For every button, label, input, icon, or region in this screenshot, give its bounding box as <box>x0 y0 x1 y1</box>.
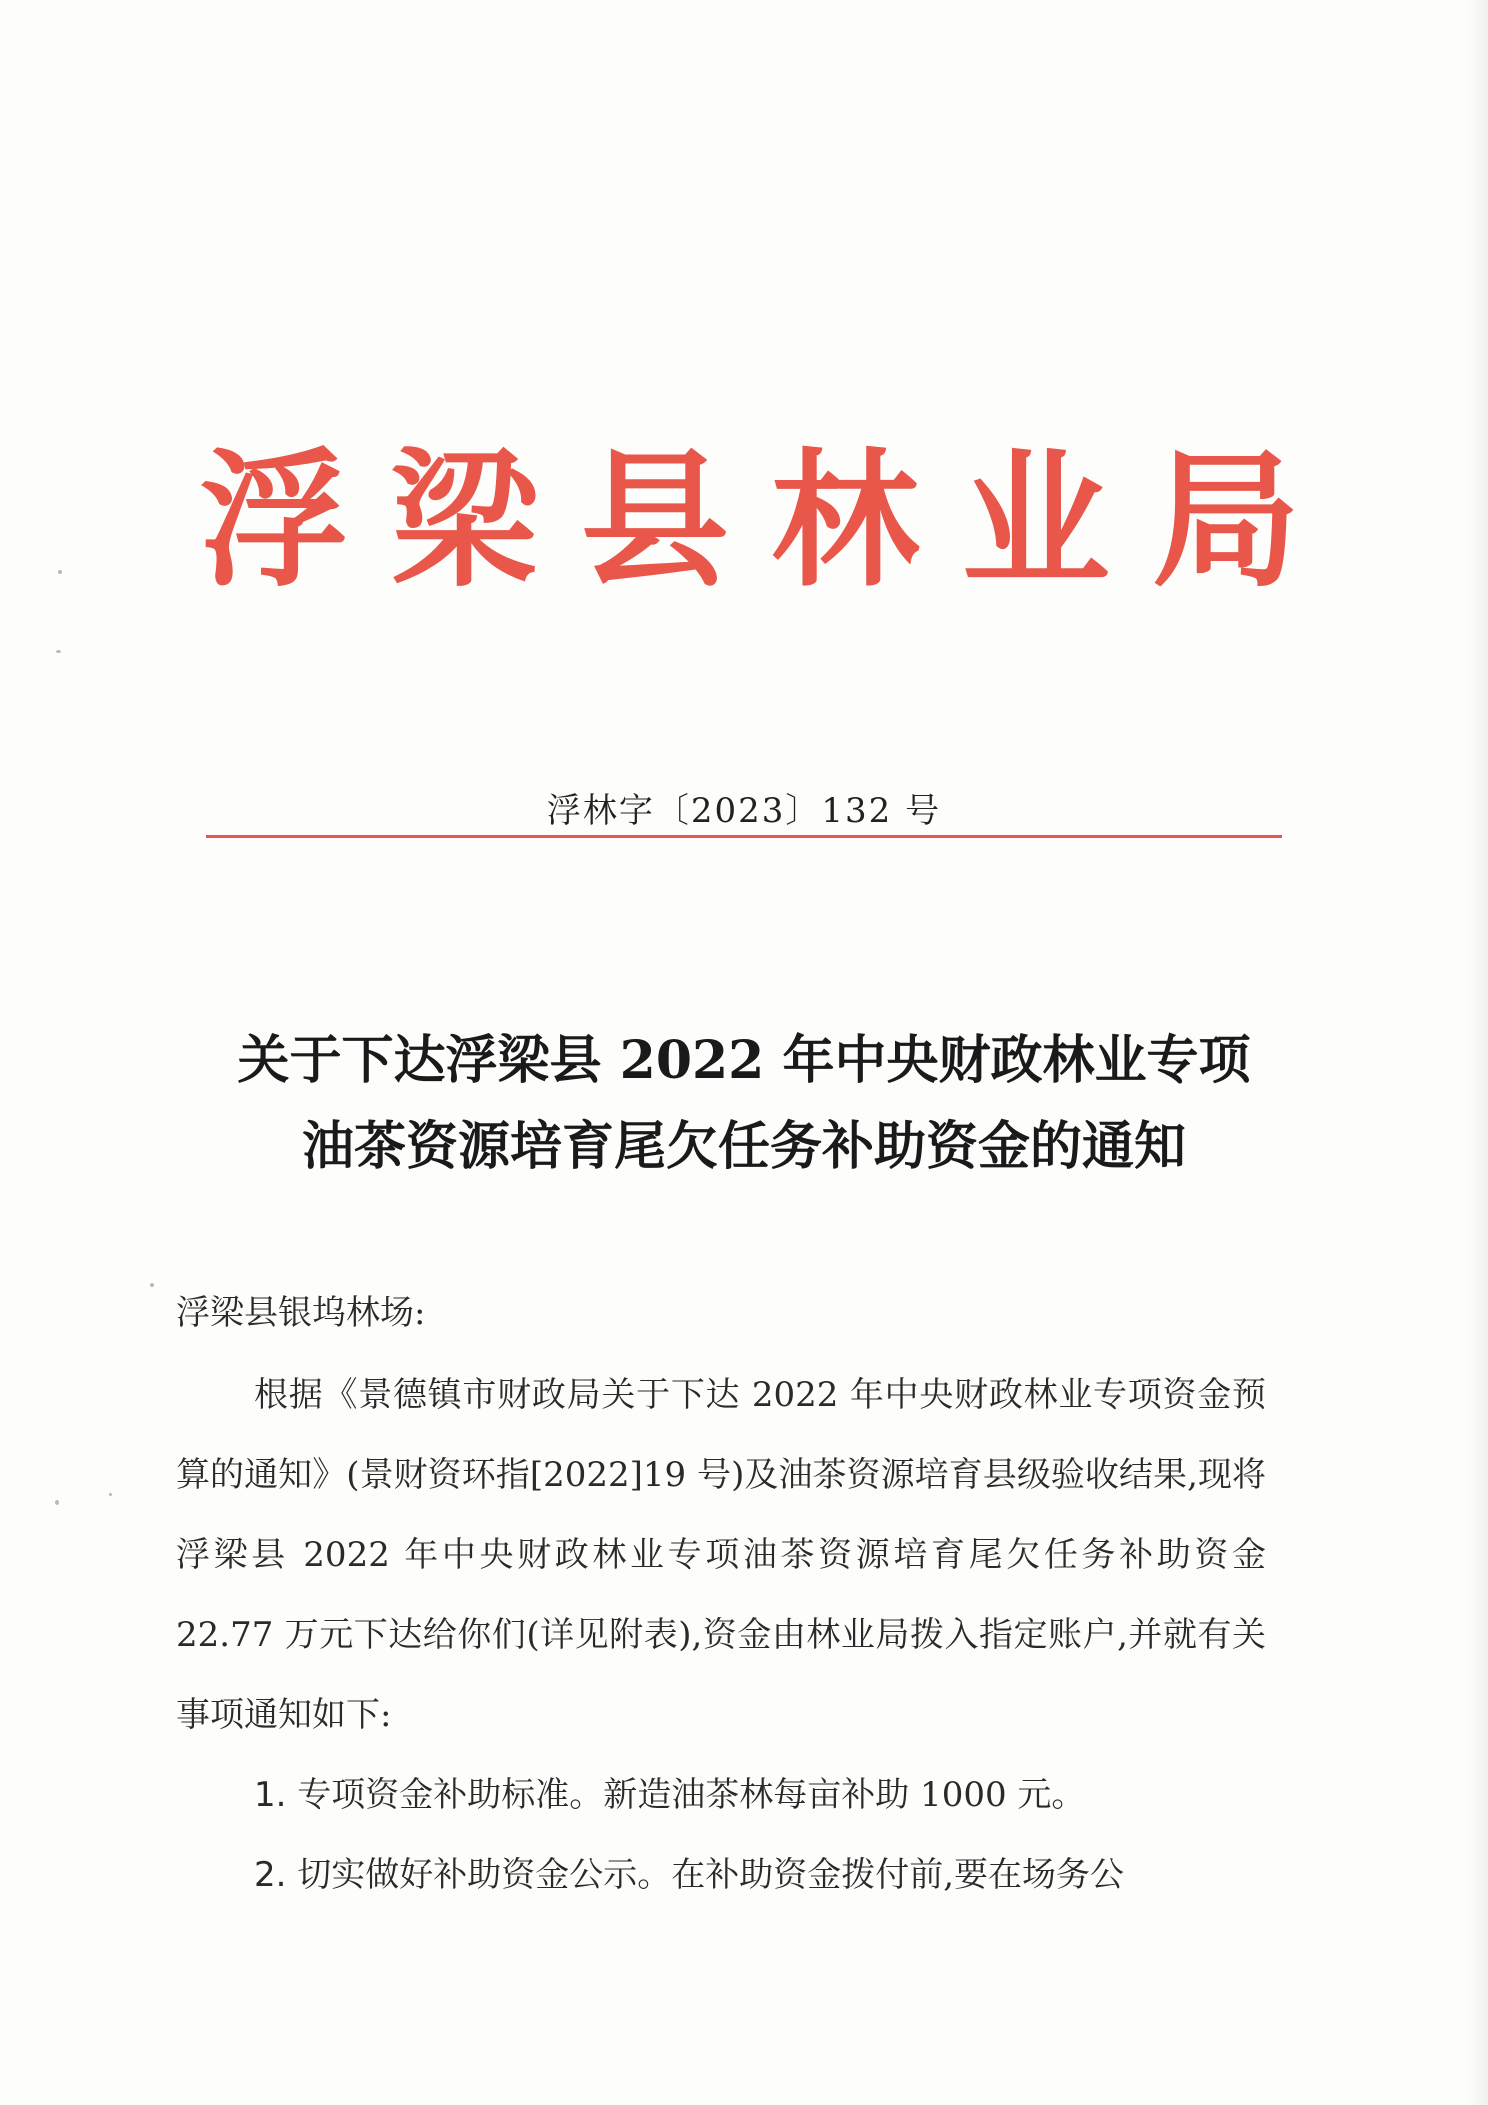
document-body <box>176 1355 1266 1915</box>
header-char: 浮 <box>200 433 348 607</box>
header-char: 业 <box>961 433 1110 607</box>
list-item <box>176 1755 1266 1835</box>
list-item-text: 新造油茶林每亩补助 1000 元。 <box>603 1775 1086 1815</box>
list-item-text: 在补助资金拨付前,要在场务公 <box>671 1855 1125 1895</box>
list-item-heading: 2. 切实做好补助资金公示。 <box>254 1855 672 1895</box>
scan-speck <box>58 570 62 574</box>
list-item <box>176 1835 1266 1915</box>
title-line-1: 关于下达浮梁县 2022 年中央财政林业专项 <box>237 1030 1251 1091</box>
document-title <box>0 1018 1488 1190</box>
header-char: 局 <box>1151 433 1300 607</box>
list-item-heading: 1. 专项资金补助标准。 <box>254 1775 604 1815</box>
scan-speck <box>109 1493 112 1496</box>
scan-speck <box>56 650 61 653</box>
body-paragraph: 根据《景德镇市财政局关于下达 2022 年中央财政林业专项资金预算的通知》(景财资环指[2022]19 号)及油茶资源培育县级验收结果,现将浮梁县 2022 年中央财政林业专项油茶资源培育尾欠任务补助资金 22.77 万元下达给你们(详见附表),资金由林业局拨入指定账户,并就有关事项通知如下: <box>176 1375 1266 1735</box>
red-divider-line <box>206 835 1282 838</box>
salutation: 浮梁县银坞林场: <box>176 1293 426 1333</box>
document-number: 浮林字〔2023〕132 号 <box>546 791 942 831</box>
title-line-2: 油茶资源培育尾欠任务补助资金的通知 <box>301 1116 1186 1177</box>
header-char: 县 <box>580 433 729 607</box>
scan-speck <box>150 1283 154 1287</box>
header-char: 梁 <box>390 433 539 607</box>
header-char: 林 <box>771 433 920 607</box>
scan-speck <box>55 1500 59 1505</box>
issuing-authority-header <box>200 430 1300 610</box>
